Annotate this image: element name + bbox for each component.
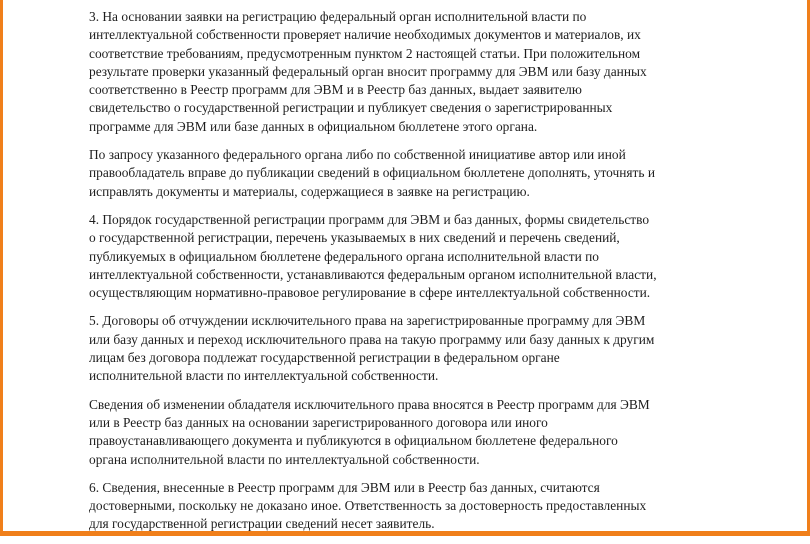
paragraph-4 xyxy=(89,211,771,302)
paragraph-5 xyxy=(89,312,771,385)
text-line: публикуемых в официальном бюллетене федерального органа исполнительной власти по xyxy=(89,248,599,264)
text-line: 3. На основании заявки на регистрацию федеральный орган исполнительной власти по xyxy=(89,9,587,24)
paragraph-6 xyxy=(89,479,771,534)
text-line: Сведения об изменении обладателя исключительного права вносятся в Реестр программ для ЭВМ xyxy=(89,396,650,412)
text-line: о государственной регистрации, перечень указываемых в них сведений и перечень сведений, xyxy=(89,230,620,246)
paragraph-3-continuation xyxy=(89,146,771,201)
text-line: лицам без договора подлежат государственной регистрации в федеральном органе xyxy=(89,350,560,366)
text-line: 6. Сведения, внесенные в Реестр программ для ЭВМ или в Реестр баз данных, считаются xyxy=(89,479,600,495)
text-line: или в Реестр баз данных на основании зарегистрированного договора или иного xyxy=(89,414,548,430)
paragraph-3 xyxy=(89,8,771,136)
text-line: свидетельство о государственной регистрации и публикует сведения о зарегистрированных xyxy=(89,100,613,116)
paragraph-5-continuation xyxy=(89,396,771,469)
text-line: или базу данных и переход исключительного права на такую программу или базу данных к другим xyxy=(89,331,655,347)
text-line: правообладатель вправе до публикации сведений в официальном бюллетене дополнять, уточнять и xyxy=(89,165,656,181)
text-line: соответственно в Реестр программ для ЭВМ и в Реестр баз данных, выдает заявителю xyxy=(89,82,582,98)
text-line: правоустанавливающего документа и публикуются в официальном бюллетене федерального xyxy=(89,433,618,449)
text-line: программе для ЭВМ или базе данных в официальном бюллетене этого органа. xyxy=(89,118,538,134)
text-line: для государственной регистрации сведений несет заявитель. xyxy=(89,516,435,532)
document-body xyxy=(89,8,771,544)
text-line: осуществляющим нормативно-правовое регулирование в сфере интеллектуальной собственности. xyxy=(89,285,651,301)
text-line: исполнительной власти по интеллектуальной собственности. xyxy=(89,368,439,384)
text-line: соответствие требованиям, предусмотренным пунктом 2 настоящей статьи. При положительном xyxy=(89,45,641,61)
text-line: достоверными, поскольку не доказано иное. Ответственность за достоверность предоставленных xyxy=(89,498,647,514)
text-line: интеллектуальной собственности проверяет наличие необходимых документов и материалов, их xyxy=(89,27,641,43)
text-line: органа исполнительной власти по интеллектуальной собственности. xyxy=(89,451,480,467)
text-line: 4. Порядок государственной регистрации программ для ЭВМ и баз данных, формы свидетельство xyxy=(89,211,650,227)
text-line: По запросу указанного федерального органа либо по собственной инициативе автор или иной xyxy=(89,147,626,163)
text-line: исправлять документы и материалы, содержащиеся в заявке на регистрацию. xyxy=(89,183,530,199)
text-line: интеллектуальной собственности, устанавливаются федеральным органом исполнительной власти, xyxy=(89,266,657,282)
text-line: 5. Договоры об отчуждении исключительного права на зарегистрированные программу для ЭВМ xyxy=(89,313,646,329)
text-line: результате проверки указанный федеральный орган вносит программу для ЭВМ или базу данных xyxy=(89,63,647,79)
